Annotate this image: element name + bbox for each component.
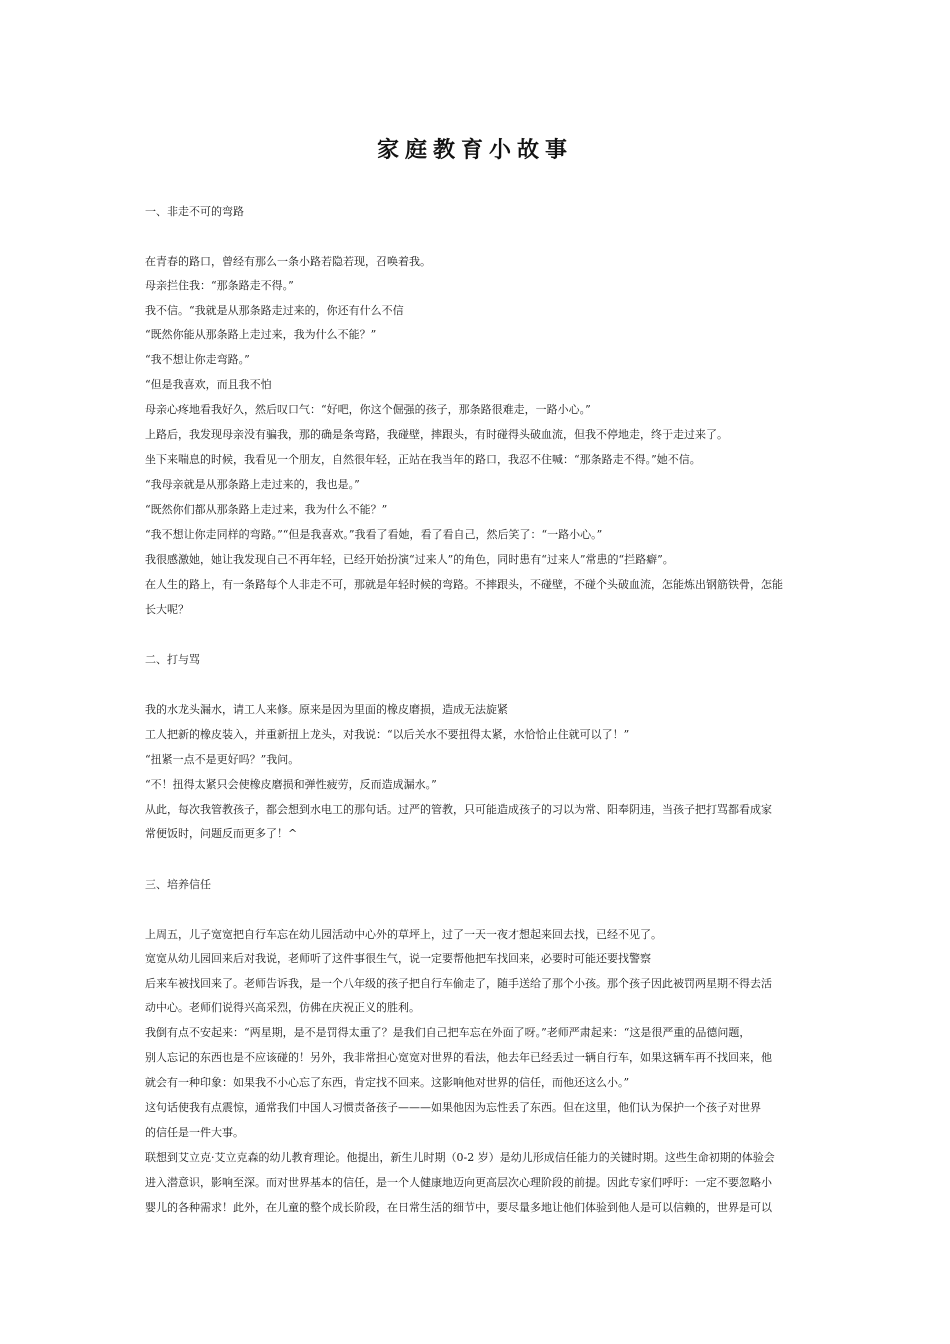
paragraph-line: 上周五，儿子宽宽把自行车忘在幼儿园活动中心外的草坪上，过了一天一夜才想起来回去找，已经不见了。 <box>145 928 662 941</box>
paragraph-line: 婴儿的各种需求！此外，在儿童的整个成长阶段，在日常生活的细节中，要尽量多地让他们体验到他人是可以信赖的，世界是可以 <box>145 1201 772 1214</box>
paragraph-line: 宽宽从幼儿园回来后对我说，老师听了这件事很生气，说一定要帮他把车找回来，必要时可能还要找警察 <box>145 952 651 965</box>
paragraph-line: 在人生的路上，有一条路每个人非走不可，那就是年轻时候的弯路。不摔跟头，不碰壁，不碰个头破血流，怎能炼出钢筋铁骨，怎能 <box>145 578 783 591</box>
paragraph-line: 从此，每次我管教孩子，都会想到水电工的那句话。过严的管教，只可能造成孩子的习以为常、阳奉阴违，当孩子把打骂都看成家 <box>145 803 772 816</box>
paragraph-line: “我不想让你走弯路。” <box>145 353 250 366</box>
paragraph-line: “我不想让你走同样的弯路。”“但是我喜欢。”我看了看她，看了看自己，然后笑了：“一路小心。” <box>145 528 603 541</box>
paragraph-line: “但是我喜欢，而且我不怕 <box>145 378 272 391</box>
paragraph-line: 长大呢？ <box>145 603 189 616</box>
paragraph-line: 我不信。“我就是从那条路走过来的，你还有什么不信 <box>145 304 404 317</box>
paragraph-line: 母亲拦住我：“那条路走不得。” <box>145 279 294 292</box>
paragraph-line: 我的水龙头漏水，请工人来修。原来是因为里面的橡皮磨损，造成无法旋紧 <box>145 703 508 716</box>
paragraph-line: 别人忘记的东西也是不应该碰的！另外，我非常担心宽宽对世界的看法，他去年已经丢过一辆自行车，如果这辆车再不找回来，他 <box>145 1051 772 1064</box>
paragraph-line: 我倒有点不安起来：“两星期，是不是罚得太重了？是我们自己把车忘在外面了呀。”老师严肃起来：“这是很严重的品德问题， <box>145 1026 751 1039</box>
paragraph-line: 就会有一种印象：如果我不小心忘了东西，肯定找不回来。这影响他对世界的信任，而他还这么小。” <box>145 1076 630 1089</box>
paragraph-line: “我母亲就是从那条路上走过来的，我也是。” <box>145 478 360 491</box>
paragraph-line: 常便饭时，问题反而更多了！^ <box>145 827 298 840</box>
paragraph-line: 我很感激她，她让我发现自己不再年轻，已经开始扮演“过来人”的角色，同时患有“过来人”常患的“拦路癖”。 <box>145 553 674 566</box>
paragraph-line: “不！扭得太紧只会使橡皮磨损和弹性疲劳，反而造成漏水。” <box>145 778 437 791</box>
paragraph-line: 坐下来喘息的时候，我看见一个朋友，自然很年轻，正站在我当年的路口，我忍不住喊：“那条路走不得。”她不信。 <box>145 453 701 466</box>
section-heading: 三、培养信任 <box>145 878 211 891</box>
paragraph-line: “既然你们都从那条路上走过来，我为什么不能？” <box>145 503 388 516</box>
paragraph-line: 进入潜意识，影响至深。而对世界基本的信任，是一个人健康地迈向更高层次心理阶段的前提。因此专家们呼吁：一定不要忽略小 <box>145 1176 772 1189</box>
paragraph-line: 母亲心疼地看我好久，然后叹口气：“好吧，你这个倔强的孩子，那条路很难走，一路小心。” <box>145 403 591 416</box>
paragraph-line: 的信任是一件大事。 <box>145 1126 244 1139</box>
paragraph-line: 后来车被找回来了。老师告诉我，是一个八年级的孩子把自行车偷走了，随手送给了那个小孩。那个孩子因此被罚两星期不得去活 <box>145 977 772 990</box>
paragraph-line: “扭紧一点不是更好吗？”我问。 <box>145 753 300 766</box>
paragraph-line: 这句话使我有点震惊，通常我们中国人习惯责备孩子———如果他因为忘性丢了东西。但在这里，他们认为保护一个孩子对世界 <box>145 1101 761 1114</box>
paragraph-line: 动中心。老师们说得兴高采烈，仿佛在庆祝正义的胜利。 <box>145 1001 420 1014</box>
paragraph-line: 联想到艾立克·艾立克森的幼儿教育理论。他提出，新生儿时期（0-2 岁）是幼儿形成信任能力的关键时期。这些生命初期的体验会 <box>145 1151 775 1164</box>
paragraph-line: 在青春的路口，曾经有那么一条小路若隐若现，召唤着我。 <box>145 255 431 268</box>
section-heading: 二、打与骂 <box>145 653 200 666</box>
document-title: 家庭教育小故事 <box>376 137 573 163</box>
section-heading: 一、非走不可的弯路 <box>145 205 244 218</box>
paragraph-line: 上路后，我发现母亲没有骗我，那的确是条弯路，我碰壁，摔跟头，有时碰得头破血流，但我不停地走，终于走过来了。 <box>145 428 728 441</box>
paragraph-line: 工人把新的橡皮装入，并重新扭上龙头，对我说：“以后关水不要扭得太紧，水恰恰止住就可以了！” <box>145 728 630 741</box>
paragraph-line: “既然你能从那条路上走过来，我为什么不能？” <box>145 328 377 341</box>
